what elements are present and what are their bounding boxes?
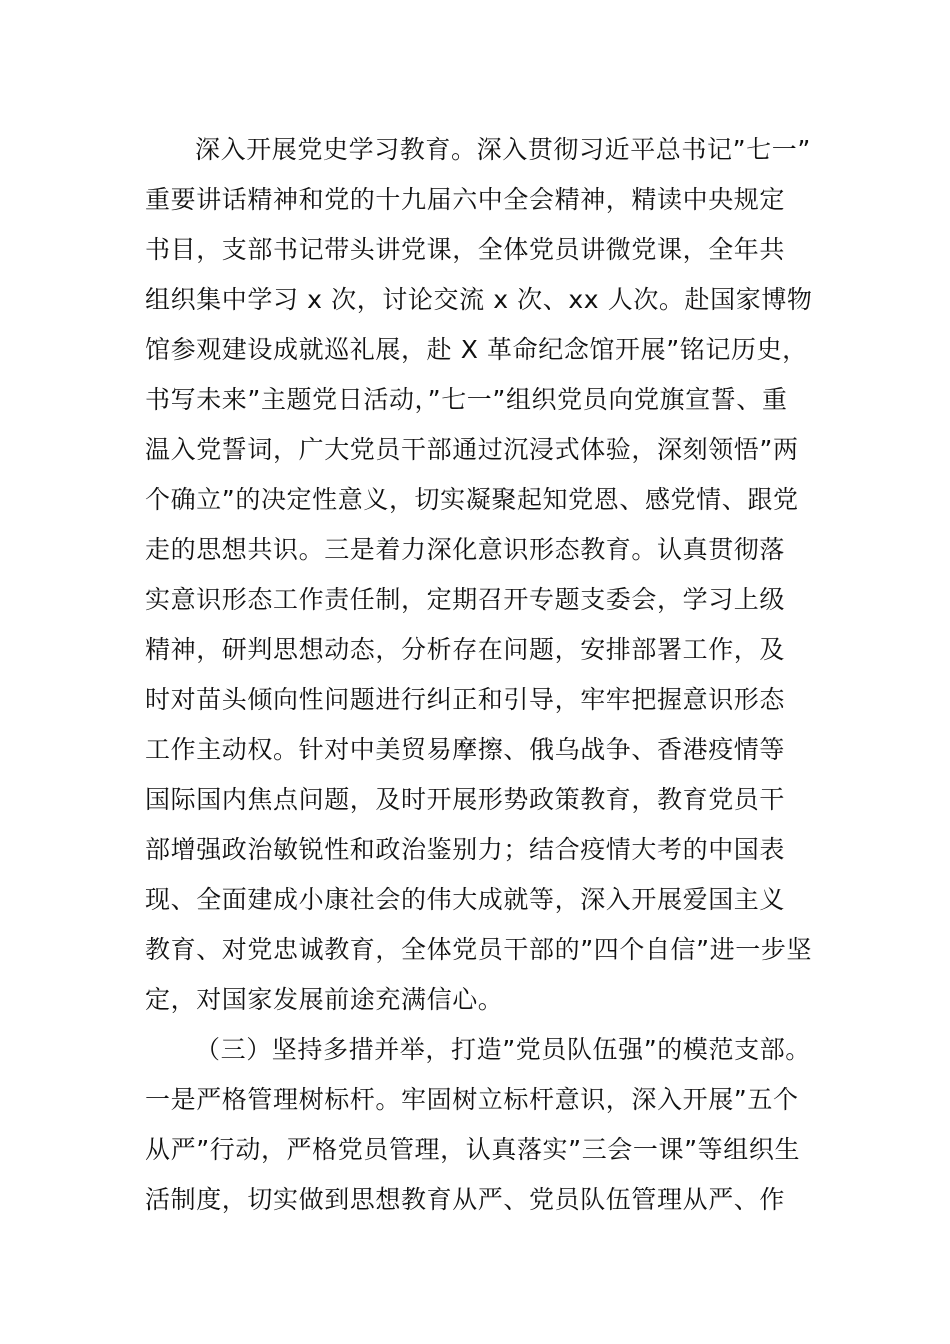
paragraph-line: 精神，研判思想动态，分析存在问题，安排部署工作，及 [145,635,786,664]
paragraph-line: 实意识形态工作责任制，定期召开专题支委会，学习上级 [145,585,786,614]
paragraph-line: 一是严格管理树标杆。牢固树立标杆意识，深入开展”五个 [145,1085,799,1114]
paragraph-line: 教育、对党忠诚教育，全体党员干部的”四个自信”进一步坚 [145,935,813,964]
paragraph-line: 时对苗头倾向性问题进行纠正和引导，牢牢把握意识形态 [145,685,786,714]
section-heading-line: （三）坚持多措并举，打造”党员队伍强”的模范支部。 [195,1035,811,1064]
paragraph-line: 书目，支部书记带头讲党课，全体党员讲微党课，全年共 [145,235,786,264]
paragraph-line: 温入党誓词，广大党员干部通过沉浸式体验，深刻领悟”两 [145,435,799,464]
paragraph-line: 组织集中学习 x 次，讨论交流 x 次、xx 人次。赴国家博物 [145,285,813,314]
paragraph-line: 书写未来”主题党日活动，”七一”组织党员向党旗宣誓、重 [145,385,788,414]
paragraph-line: 国际国内焦点问题，及时开展形势政策教育，教育党员干 [145,785,786,814]
paragraph-line: 部增强政治敏锐性和政治鉴别力；结合疫情大考的中国表 [145,835,786,864]
paragraph-line: 工作主动权。针对中美贸易摩擦、俄乌战争、香港疫情等 [145,735,786,764]
paragraph-line: 定，对国家发展前途充满信心。 [145,985,504,1014]
paragraph-line: 馆参观建设成就巡礼展，赴 X 革命纪念馆开展”铭记历史， [145,335,808,364]
paragraph-line: 重要讲话精神和党的十九届六中全会精神，精读中央规定 [145,185,786,214]
paragraph-line: 从严”行动，严格党员管理，认真落实”三会一课”等组织生 [145,1135,801,1164]
paragraph-line: 活制度，切实做到思想教育从严、党员队伍管理从严、作 [145,1185,786,1214]
paragraph-line: 个确立”的决定性意义，切实凝聚起知党恩、感党情、跟党 [145,485,799,514]
paragraph-line: 走的思想共识。三是着力深化意识形态教育。认真贯彻落 [145,535,786,564]
paragraph-line: 深入开展党史学习教育。深入贯彻习近平总书记”七一” [195,135,811,164]
paragraph-line: 现、全面建成小康社会的伟大成就等，深入开展爱国主义 [145,885,786,914]
